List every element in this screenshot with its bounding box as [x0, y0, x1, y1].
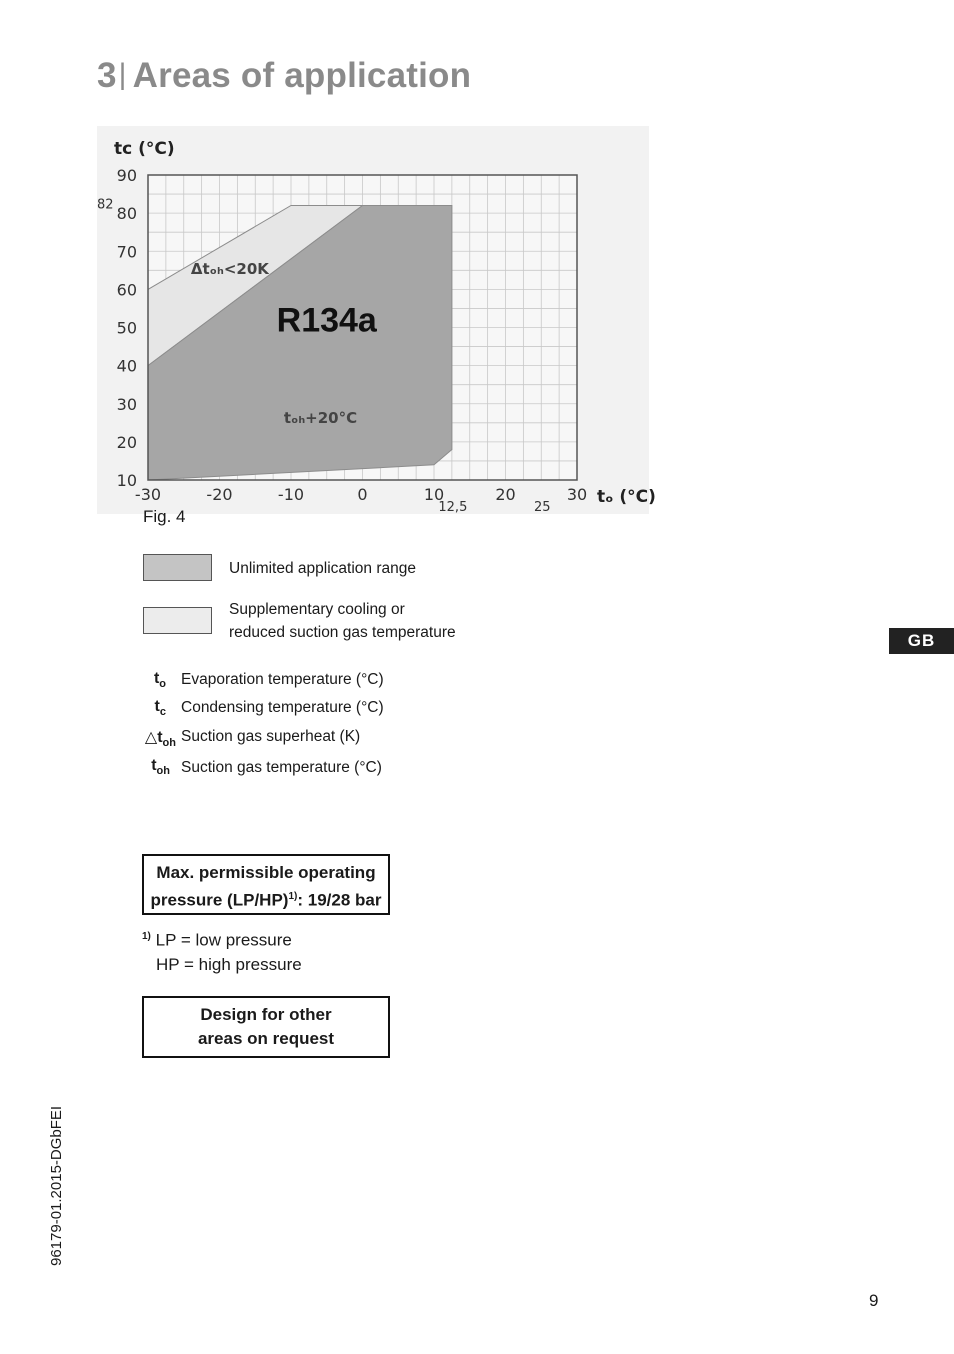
y-extra-tick-label: 82 [97, 197, 114, 213]
legend-label-supplementary [229, 598, 456, 644]
section-title: Areas of application [132, 56, 472, 95]
legend-label-unlimited: Unlimited application range [229, 560, 416, 577]
y-tick-label: 10 [116, 471, 137, 490]
symbol-delta-toh: $\triangle t_{oh}$ [144, 729, 176, 750]
y-tick-label: 90 [116, 166, 137, 185]
x-tick-label: -20 [206, 485, 233, 504]
y-tick-label: 80 [116, 204, 137, 224]
x-axis-label: tₒ (°C) [597, 487, 656, 507]
x-extra-tick-label: 12,5 [438, 500, 468, 515]
x-tick-label: 10 [423, 485, 445, 504]
design-box [142, 996, 390, 1058]
chart-svg [97, 126, 656, 515]
footnote [142, 925, 302, 977]
design-box-line1: Design for other [200, 1005, 332, 1024]
x-tick-label: 30 [566, 485, 588, 504]
legend-label-supplementary-line2: reduced suction gas temperature [229, 624, 456, 641]
document-id: 96179-01.2015-DGbFEI [48, 1105, 65, 1266]
page-number: 9 [869, 1291, 879, 1310]
heading-separator: | [118, 58, 127, 91]
y-tick-label: 30 [116, 394, 137, 414]
symbol-toh-description: Suction gas temperature (°C) [181, 759, 382, 776]
symbol-to-description: Evaporation temperature (°C) [181, 671, 384, 688]
y-tick-label: 20 [116, 432, 137, 452]
y-tick-label: 70 [116, 242, 137, 262]
footnote-line2: HP = high pressure [156, 954, 302, 974]
x-tick-label: -10 [277, 485, 305, 504]
pressure-box-line2: pressure $(LP/HP)^{1)}$: 19/28 bar [150, 890, 382, 910]
language-tab[interactable]: GB [889, 628, 954, 654]
chart-annotation: tₒₕ+20°C [283, 408, 358, 427]
footnote-marker: 1) [142, 931, 151, 942]
pressure-box-line1: Max. permissible operating [156, 863, 376, 882]
design-box-line2: areas on request [197, 1029, 335, 1048]
y-axis-label: tᴄ (°C) [114, 139, 175, 159]
y-tick-label: 50 [116, 318, 137, 338]
x-tick-label: 0 [357, 485, 368, 504]
legend-label-supplementary-line1: Supplementary cooling or [229, 601, 405, 618]
x-tick-label: 20 [495, 485, 516, 504]
footnote-line1: LP = low pressure [155, 930, 292, 950]
symbol-delta-toh-description: Suction gas superheat (K) [181, 728, 361, 745]
section-number: 3 [97, 56, 117, 95]
legend-swatch-supplementary [143, 607, 212, 634]
chart-title: R134a [276, 301, 377, 340]
x-tick-label: -30 [134, 485, 162, 504]
symbol-tc: $t_c$ [154, 698, 166, 719]
figure-caption: Fig. 4 [143, 507, 186, 526]
section-heading [97, 56, 471, 96]
y-tick-label: 60 [116, 280, 137, 300]
application-range-chart [97, 126, 656, 515]
x-extra-tick-label: 25 [533, 500, 551, 515]
chart-annotation: Δtₒₕ<20K [190, 260, 269, 279]
legend-swatch-unlimited [143, 554, 212, 581]
symbol-tc-description: Condensing temperature (°C) [181, 699, 384, 716]
symbol-toh: $t_{oh}$ [151, 757, 170, 778]
pressure-box [142, 854, 390, 915]
symbol-to: $t_o$ [153, 670, 166, 691]
y-tick-label: 40 [116, 356, 137, 376]
